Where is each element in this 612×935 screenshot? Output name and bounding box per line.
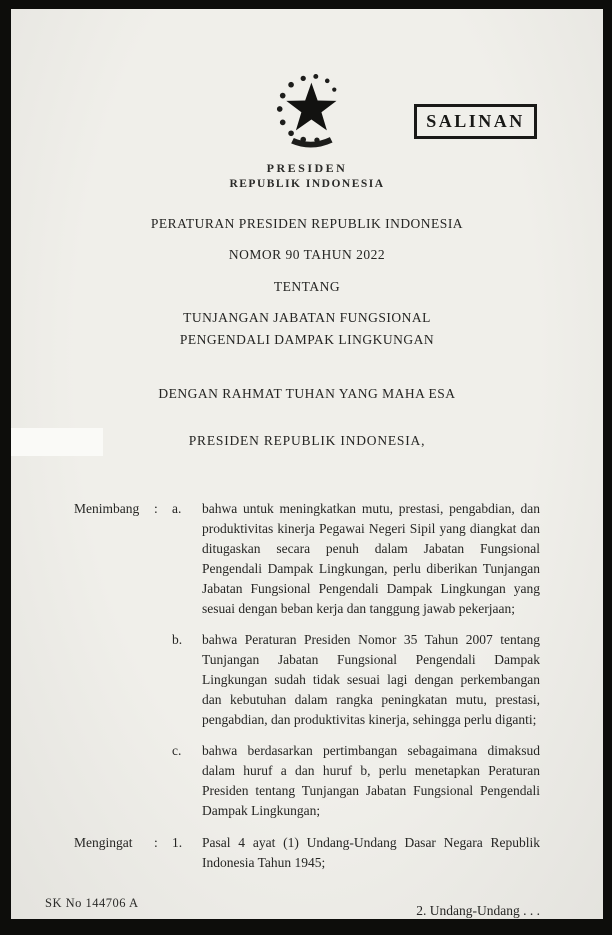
item-text: bahwa Peraturan Presiden Nomor 35 Tahun 2007 tentang Tunjangan Jabatan Fungsional Pengendali Dampak Lingkungan sudah tidak sesuai lagi dengan perkembangan dan kebutuhan dalam rangka peningkatan mutu, prestasi, pengabdian, dan produktivitas kinerja, sehingga perlu diganti;	[202, 632, 540, 727]
mengingat-items	[172, 833, 540, 873]
sk-number: SK No 144706 A	[45, 896, 139, 910]
item-text: bahwa untuk meningkatkan mutu, prestasi, pengabdian, dan produktivitas kinerja Pegawai Negeri Sipil yang diangkat dan ditugaskan secara penuh dalam Jabatan Fungsional Pengendali Dampak Lingkungan, perlu diberikan Tunjangan Jabatan Fungsional Pengendali Dampak Lingkungan yang sesuai dengan beban kerja dan tanggung jawab pekerjaan;	[202, 501, 540, 616]
subject-line-1: TUNJANGAN JABATAN FUNGSIONAL	[183, 310, 431, 325]
document-body	[74, 499, 540, 919]
menimbang-item-c	[172, 741, 540, 821]
item-marker: a.	[172, 501, 182, 516]
menimbang-label: Menimbang	[74, 501, 140, 516]
menimbang-item-a	[172, 499, 540, 619]
document-heading	[11, 216, 603, 449]
mengingat-section	[74, 833, 540, 873]
page-catchword: 2. Undang-Undang . . .	[416, 903, 540, 918]
menimbang-item-b	[172, 630, 540, 730]
mengingat-colon: :	[154, 835, 158, 850]
item-marker: 1.	[172, 835, 183, 850]
mengingat-label: Mengingat	[74, 835, 133, 850]
mengingat-item-1	[172, 833, 540, 873]
salinan-stamp	[414, 104, 537, 139]
authority-line: PRESIDEN REPUBLIK INDONESIA,	[188, 433, 426, 448]
letterhead	[11, 161, 603, 190]
salinan-stamp-label: SALINAN	[426, 111, 525, 131]
subject-line-2: PENGENDALI DAMPAK LINGKUNGAN	[179, 332, 435, 347]
item-text: bahwa berdasarkan pertimbangan sebagaimana dimaksud dalam huruf a dan huruf b, perlu menetapkan Peraturan Presiden tentang Tunjangan Jabatan Fungsional Pengendali Dampak Lingkungan;	[202, 743, 540, 818]
menimbang-colon: :	[154, 501, 158, 516]
invocation-line: DENGAN RAHMAT TUHAN YANG MAHA ESA	[158, 386, 456, 401]
presidential-emblem-icon	[263, 65, 351, 153]
regulation-number: NOMOR 90 TAHUN 2022	[228, 247, 386, 262]
letterhead-presiden: PRESIDEN	[266, 161, 348, 175]
item-text: Pasal 4 ayat (1) Undang-Undang Dasar Negara Republik Indonesia Tahun 1945;	[202, 835, 540, 870]
regulation-title: PERATURAN PRESIDEN REPUBLIK INDONESIA	[150, 216, 464, 231]
item-marker: b.	[172, 632, 183, 647]
item-marker: c.	[172, 743, 182, 758]
scan-artifact	[11, 428, 103, 456]
tentang-label: TENTANG	[273, 279, 341, 294]
letterhead-republik-indonesia: REPUBLIK INDONESIA	[229, 178, 385, 190]
document-page	[11, 9, 603, 919]
menimbang-section	[74, 499, 540, 821]
menimbang-items	[172, 499, 540, 821]
